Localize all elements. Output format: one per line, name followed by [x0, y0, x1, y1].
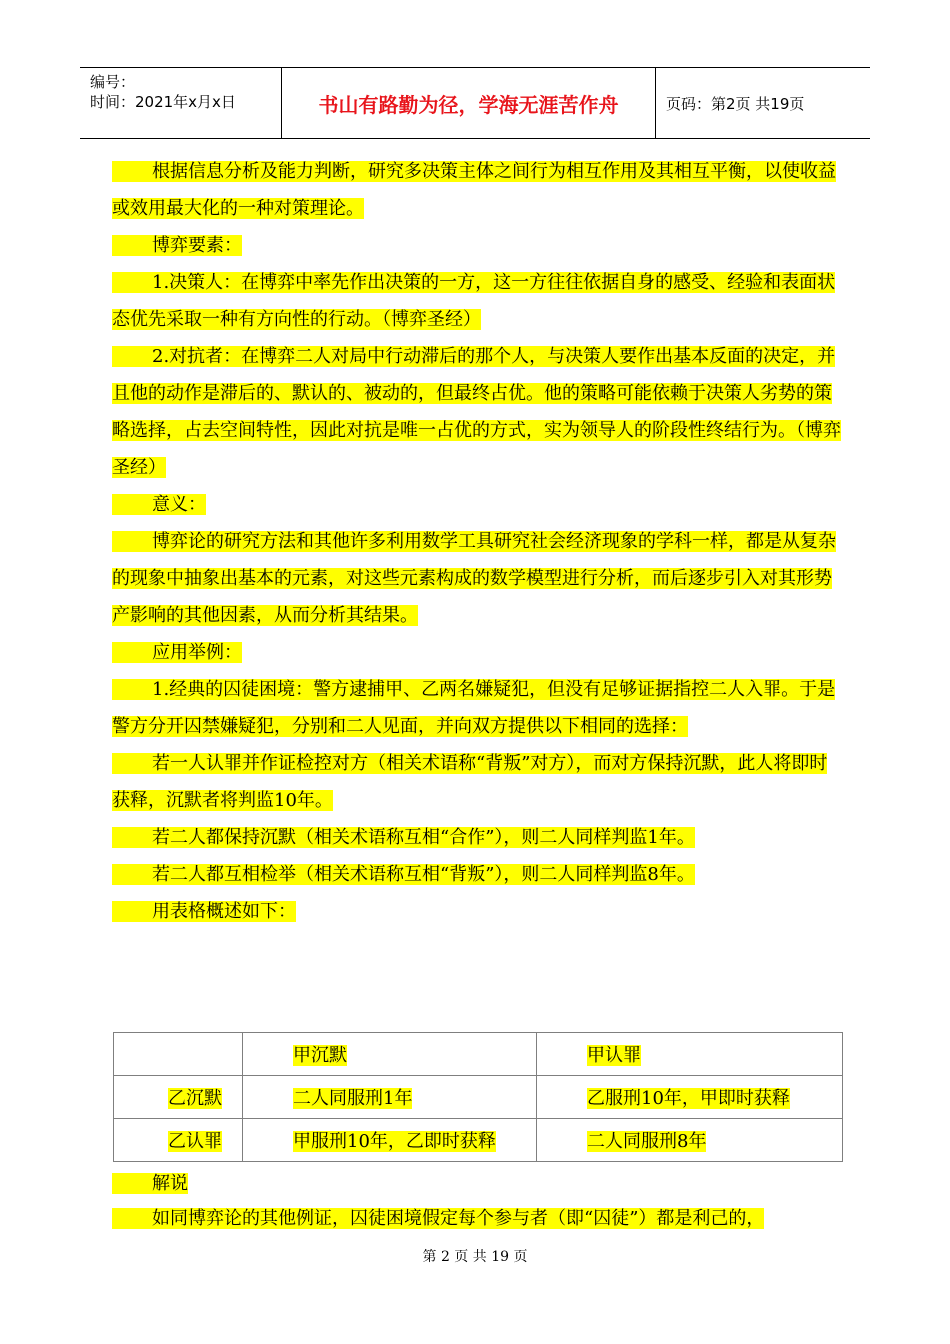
paragraph-prisoners-dilemma: 1.经典的囚徒困境：警方逮捕甲、乙两名嫌疑犯，但没有足够证据指控二人入罪。于是警方分开囚禁嫌疑犯，分别和二人见面，并向双方提供以下相同的选择：: [112, 679, 836, 737]
paragraph-meaning-heading: 意义：: [112, 486, 842, 523]
page-footer: 第 2 页 共 19 页: [422, 1249, 528, 1265]
paragraph-case-both-betray: 若二人都互相检举（相关术语称互相“背叛”），则二人同样判监8年。: [112, 856, 842, 893]
table-corner-cell: [114, 1033, 243, 1076]
paragraph-definition: 根据信息分析及能力判断，研究多决策主体之间行为相互作用及其相互平衡，以使收益或效用最大化的一种对策理论。: [112, 161, 836, 219]
paragraph-case-betray: 若一人认罪并作证检控对方（相关术语称“背叛”对方），而对方保持沉默，此人将即时获释，沉默者将判监10年。: [112, 753, 828, 811]
table-header-row: [114, 1033, 843, 1076]
table-cell: 甲服刑10年，乙即时获释: [243, 1119, 537, 1162]
table-cell: 二人同服刑8年: [537, 1119, 843, 1162]
payoff-table: [113, 1032, 843, 1162]
table-header-cell: 甲沉默: [243, 1033, 537, 1076]
paragraph-examples-heading: 应用举例：: [112, 634, 842, 671]
table-row: [114, 1119, 843, 1162]
page-header: [80, 67, 870, 139]
paragraph-elements-heading: 博弈要素：: [112, 227, 842, 264]
table-header-cell: 甲认罪: [537, 1033, 843, 1076]
table-cell: 乙服刑10年，甲即时获释: [537, 1076, 843, 1119]
header-motto: 书山有路勤为径，学海无涯苦作舟: [282, 68, 656, 138]
paragraph-explanation: 如同博弈论的其他例证，囚徒困境假定每个参与者（即“囚徒”）都是利己的，: [112, 1200, 842, 1237]
table-row-header: 乙认罪: [114, 1119, 243, 1162]
table-row-header: 乙沉默: [114, 1076, 243, 1119]
paragraph-meaning: 博弈论的研究方法和其他许多利用数学工具研究社会经济现象的学科一样，都是从复杂的现象中抽象出基本的元素，对这些元素构成的数学模型进行分析，而后逐步引入对其形势产影响的其他因素，从而分析其结果。: [112, 531, 836, 626]
table-row: [114, 1076, 843, 1119]
paragraph-opponent: 2.对抗者：在博弈二人对局中行动滞后的那个人，与决策人要作出基本反面的决定，并且他的动作是滞后的、默认的、被动的，但最终占优。他的策略可能依赖于决策人劣势的策略选择，占去空间特性，因此对抗是唯一占优的方式，实为领导人的阶段性终结行为。（博弈圣经）: [112, 346, 841, 478]
header-page-label: 页码：第2页 共19页: [666, 94, 805, 113]
paragraph-decision-maker: 1.决策人：在博弈中率先作出决策的一方，这一方往往依据自身的感受、经验和表面状态优先采取一种有方向性的行动。（博弈圣经）: [112, 272, 836, 330]
number-label: 编号：: [90, 73, 136, 91]
header-meta: [80, 68, 282, 138]
paragraph-explanation-heading: 解说: [112, 1165, 842, 1202]
time-label: 时间：2021年x月x日: [90, 93, 236, 111]
paragraph-table-intro: 用表格概述如下：: [112, 893, 842, 930]
table-cell: 二人同服刑1年: [243, 1076, 537, 1119]
paragraph-case-silent: 若二人都保持沉默（相关术语称互相“合作”），则二人同样判监1年。: [112, 819, 842, 856]
